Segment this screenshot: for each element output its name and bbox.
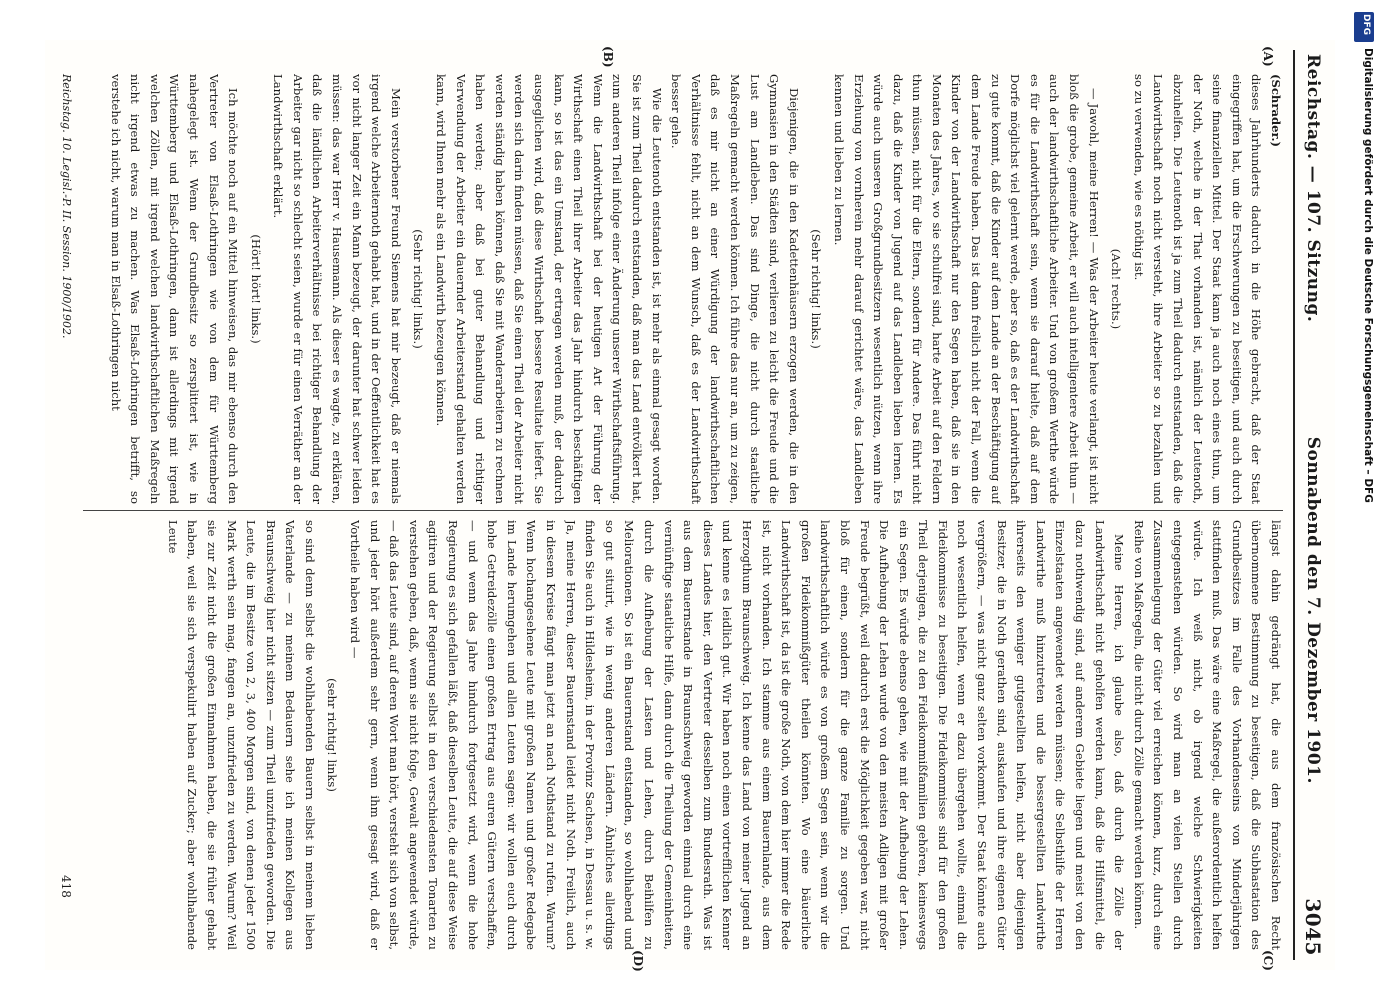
right-text-column: [70, 520, 1285, 950]
sheet-number: 418: [59, 875, 73, 898]
speaker-name: (Schrader.): [1269, 74, 1283, 148]
interjection: (sehr richtig! links): [325, 678, 340, 792]
page-header: [1297, 54, 1329, 956]
paragraph: Ich möchte noch auf ein Mittel hinweisen, das mir ebenso durch den Vertreter von Elsaß-Lothringen wie von dem für Württemberg nahegelegt ist. Wenn der Grundbesitz so zersplittert ist, wie in Württemberg und Elsaß-Lothringen, dann ist allerdings mit irgend welchen Zöllen, mit irgend welchen landwirthschaftlichen Maßregeln nicht irgend etwas zu machen. Was Elsaß-Lothringen betrifft, so verstehe ich nicht, warum man in Elsaß-Lothringen nicht: [108, 74, 241, 504]
credit-text: Digitalisierung gefördert durch die Deutsche Forschungsgemeinschaft – DFG: [1362, 48, 1374, 503]
interjection: (Sehr richtig! links.): [809, 229, 824, 349]
paragraph: Diejenigen, die in den Kadettenhäusern erzogen werden, die in den Gymnasien in den Städten sind, verlieren zu leicht die Freude und die Lust am Landleben. Das sind Dinge, die nicht durch staatliche Maßregeln gemacht werden können. Ich führe das nur an, um zu zeigen, daß es mir nicht an einer Würdigung der landwirthschaftlichen Verhältnisse fehlt, nicht an dem Wunsch, daß es der Landwirthschaft besser gehe.: [669, 74, 801, 504]
header-rule: [1293, 50, 1295, 960]
header-center: Sonnabend den 7. Dezember 1901.: [1303, 436, 1323, 784]
paragraph: so sind denn selbst die wohlhabenden Bauern selbst in meinem lieben Vaterlande — zu meinem Bedauern sehe ich meinen Kollegen aus Braunschweig hier nicht sitzen — zum Theil unzufrieden geworden. Die Leute, die im Besitze von 2, 3, 400 Morgen sind, von denen jeder 1500 Mark werth sein mag, fangen an, unzufrieden zu werden. Warum? Weil sie zur Zeit nicht die großen Einnahmen haben, die sie früher gehabt haben, weil sie sich verspekulirt haben auf Zucker; aber wohlhabende Leute: [165, 520, 317, 950]
margin-marker-b: (B): [601, 46, 615, 68]
header-left: Reichstag. — 107. Sitzung.: [1303, 54, 1323, 323]
header-page-number: 3045: [1301, 898, 1325, 956]
digitization-credit: [1348, 8, 1378, 992]
paragraph: dieses Jahrhunderts dadurch in die Höhe gebracht, daß der Staat eingegriffen hat, um die Erschwerungen zu beseitigen, und auch durch seine finanziellen Mittel. Der Staat kann ja auch noch eines thun, um der Noth, welche in der That vorhanden ist, nämlich der Leutenoth, abzuhelfen. Die Leutenoth ist ja zum Theil dadurch entstanden, daß die Landwirthschaft noch nicht versteht, ihre Arbeiter so zu bezahlen und so zu verwenden, wie es nöthig ist.: [1131, 74, 1264, 504]
dfg-logo-icon: [1354, 12, 1374, 42]
margin-marker-d: (D): [631, 950, 645, 972]
interjection: (Sehr richtig! links.): [411, 229, 426, 349]
paragraph: — Jawohl, meine Herren! — Was der Arbeiter heute verlangt, ist nicht bloß die grobe, gemeine Arbeit, er will auch intelligentere Arbeit thun — auch der landwirthschaftliche Arbeiter. Und von großem Werthe würde es für die Landwirthschaft sein, wenn sie darauf hielte, daß auf dem Dorfe möglichst viel gelernt werde, aber so, daß es der Landwirthschaft zu gute kommt, daß die Kinder auf dem Lande an der Beschäftigung auf dem Lande Freude haben. Das ist dann freilich nicht der Fall, wenn die Kinder von der Landwirthschaft nur den Segen haben, daß sie in den Monaten des Jahres, wo sie schulfrei sind, harte Arbeit auf den Feldern thun müssen, nicht für die Eltern, sondern für Andere. Das führt nicht dazu, daß die Kinder von Jugend auf das Landleben lieben lernen. Es würde auch unseren Großgrundbesitzern wesentlich nützen, wenn ihre Erziehung von vornherein mehr darauf gerichtet wäre, das Landleben kennen und lieben zu lernen.: [831, 74, 1101, 504]
page-footer: Reichstag. 10. Legisl.-P. II. Session. 1900/1902.: [60, 74, 73, 339]
paragraph: längst dahin gedrängt hat, die aus dem französischen Recht übernommene Bestimmung zu beseitigen, daß die Subhastation des Grundbesitzes im Falle des Vorhandenseins von Minderjährigen stattfinden muß. Das wäre eine Maßregel, die außerordentlich helfen würde. Ich weiß nicht, ob irgend welche Schwierigkeiten entgegenstehen würden. So wird man an vielen Stellen durch Zusammenlegung der Güter viel erreichen können, kurz, durch eine Reihe von Maßregeln, die nicht durch Zölle gemacht werden können.: [1131, 520, 1283, 950]
paragraph: Wie die Leutenoth entstanden ist, ist mehr als einmal gesagt worden. Sie ist zum Theil dadurch entstanden, daß man das Land entvölkert hat, zum anderen Theil infolge einer Änderung unserer Wirthschaftsführung. Wenn die Landwirthschaft bei der heutigen Art der Führung der Wirthschaft einen Theil ihrer Arbeiter das Jahr hindurch beschäftigen kann, so ist das ein Umstand, der ertragen werden muß, der dadurch ausgeglichen wird, daß diese Wirthschaft bessere Resultate liefert. Sie werden sich darin finden müssen, daß Sie einen Theil der Arbeiter nicht werden ständig haben können, daß Sie mit Wanderarbeitern zu rechnen haben werden; aber daß bei guter Behandlung und richtiger Verwendung der Arbeiter ein dauernder Arbeiterstand gehalten werden kann, wird Ihnen mehr als ein Landwirth bezeugen können.: [434, 74, 664, 504]
interjection: (Ach! rechts.): [1109, 248, 1124, 330]
margin-marker-a: (A): [1261, 46, 1275, 67]
column-divider: [83, 510, 1283, 511]
paragraph: Meine Herren, ich glaube also, daß durch die Zölle der Landwirthschaft nicht geholfen werden kann, daß die Hilfsmittel, die dazu nothwendig sind, auf anderem Gebiete liegen und meist von den Einzelstaaten angewendet werden müssen; die Selbsthilfe der Herren Landwirthe muß hinzutreten und die bessergestellten Landwirthe ihrerseits den weniger gutgestellten helfen, nicht aber diejenigen Besitzer, die in Noth gerathen sind, auskaufen und ihre eigenen Güter vergrößern, — was nicht ganz selten vorkommt. Der Staat könnte auch noch wesentlich helfen, wenn er dazu übergehen wollte, einmal die Fideikommisse zu beseitigen. Die Fideikommisse sind für den großen Theil derjenigen, die zu den Fideikommißfamilien gehören, keineswegs ein Segen. Es würde ebenso gehen, wie mit der Aufhebung der Lehen. Die Aufhebung der Lehen wurde von den meisten Adligen mit großer Freude begrüßt, weil dadurch erst die Möglichkeit gegeben war, nicht bloß für einen, sondern für die ganze Familie zu sorgen. Und landwirthschaftlich würde es von großem Segen sein, wenn wir die großen Fideikommißgüter theilen könnten. Wo eine bäuerliche Landwirthschaft ist, da ist die große Noth, von dem hier immer die Rede ist, nicht vorhanden. Ich stamme aus einem Bauernlande, aus dem Herzogthum Braunschweig. Ich kenne das Land von meiner Jugend an und kenne es leidlich gut. Wir haben noch einen vortrefflichen Kenner dieses Landes hier, den Vertreter desselben zum Bundesrath. Was ist aus dem Bauernstande in Braunschweig geworden einmal durch eine vernünftige staatliche Hilfe, dann durch die Theilung der Gemeinheiten, durch die Aufhebung der Lasten und Lehen, durch Beihilfen zu Meliorationen. So ist ein Bauernstand entstanden, so wohlhabend und so gut situirt, wie in wenig anderen Ländern. Ähnliches allerdings finden Sie auch in Hildesheim, in der Provinz Sachsen, in Dessau u. s. w. Ja, meine Herren, dieser Bauernstand leidet nicht Noth. Freilich, auch in diesem Kreise fängt man jetzt an nach Nothstand zu rufen. Warum? Wenn hochangesehene Leute mit großen Namen und großer Redegabe im Lande herumgehen und allen Leuten sagen: wir wollen euch durch hohe Getreidezölle einen großen Ertrag aus euren Gütern verschaffen, — und wenn das Jahre hindurch fortgesetzt wird, wenn die hohe Regierung es sich gefallen läßt, daß dieselben Leute, die auf diese Weise agitiren und der Regierung selbst in den verschiedensten Tonarten zu verstehen geben, daß, wenn sie nicht folge, Gewalt angewendet würde, — daß das Leute sind, auf deren Wort man hört, versteht sich von selbst, und jeder hört außerdem sehr gern, wenn ihm gesagt wird, daß er Vortheile haben wird —: [348, 520, 1127, 950]
dfg-logo-label: DFG: [1361, 14, 1371, 36]
margin-marker-c: (C): [1261, 950, 1275, 971]
left-text-column: [70, 74, 1285, 504]
newspaper-page: [45, 40, 1335, 970]
interjection: (Hört! hört! links.): [248, 234, 263, 344]
paragraph: Mein verstorbener Freund Siemens hat mir bezeugt, daß er niemals irgend welche Arbeiternoth gehabt hat, und in der Oeffentlichkeit hat es vor nicht langer Zeit ein Mann bezeugt, der darunter hat schwer leiden müssen: das war Herr v. Hausemann. Als dieser es wagte, zu erklären, daß die ländlichen Arbeiterverhältnisse bei richtiger Behandlung der Arbeiter gar nicht so schlecht seien, wurde er für einen Verräther an der Landwirthschaft erklärt.: [271, 74, 403, 504]
